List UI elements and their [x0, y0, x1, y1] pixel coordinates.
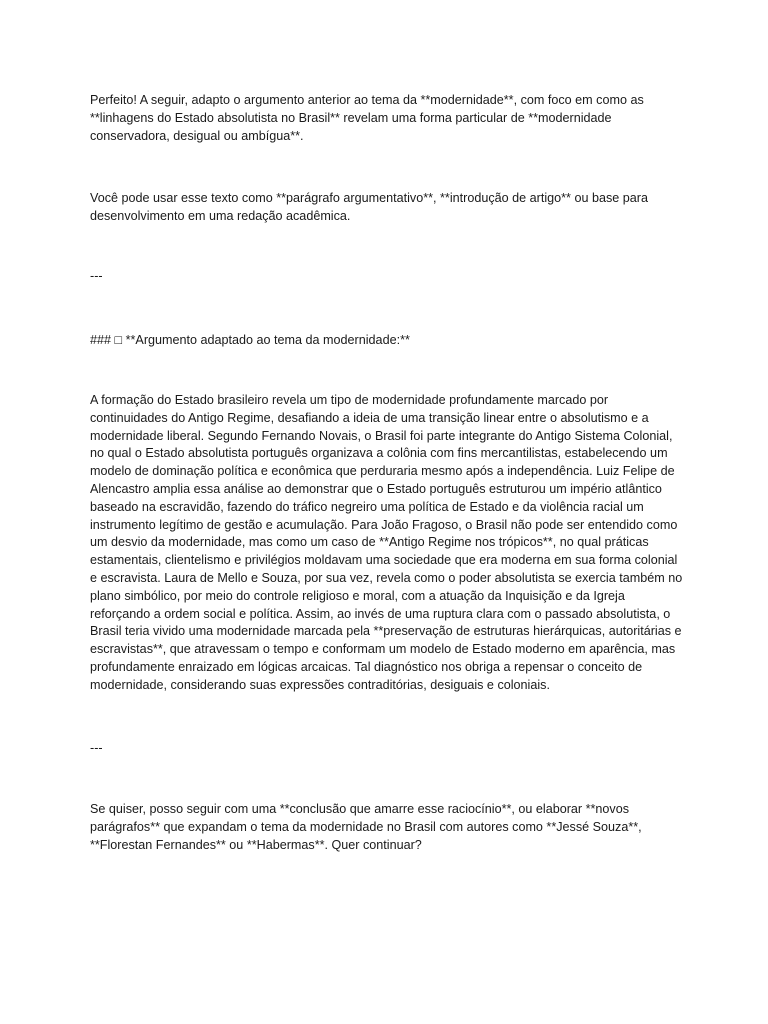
- usage-paragraph: Você pode usar esse texto como **parágrafo argumentativo**, **introdução de artigo** ou base para desenvolvimento em uma redação acadêmica.: [90, 191, 648, 223]
- section-heading: ### □ **Argumento adaptado ao tema da modernidade:**: [90, 333, 410, 347]
- separator-line: ---: [90, 741, 103, 755]
- separator-line: ---: [90, 269, 103, 283]
- intro-paragraph: Perfeito! A seguir, adapto o argumento anterior ao tema da **modernidade**, com foco em como as **linhagens do Estado absolutista no Brasil** revelam uma forma particular de **modernidade conservadora, desigual ou ambígua**.: [90, 93, 644, 143]
- main-argument-paragraph: A formação do Estado brasileiro revela um tipo de modernidade profundamente marcado por continuidades do Antigo Regime, desafiando a ideia de uma transição linear entre o absolutismo e a modernidade liberal. Segundo Fernando Novais, o Brasil foi parte integrante do Antigo Sistema Colonial, no qual o Estado absolutista português organizava a colônia com fins mercantilistas, estabelecendo um modelo de dominação política e econômica que perduraria mesmo após a independência. Luiz Felipe de Alencastro amplia essa análise ao demonstrar que o Estado português estruturou um império atlântico baseado na escravidão, fazendo do tráfico negreiro uma política de Estado e da violência racial um instrumento legítimo de gestão e acumulação. Para João Fragoso, o Brasil não pode ser entendido como um desvio da modernidade, mas como um caso de **Antigo Regime nos trópicos**, no qual práticas estamentais, clientelismo e privilégios moldavam uma sociedade que era moderna em sua forma colonial e escravista. Laura de Mello e Souza, por sua vez, revela como o poder absolutista se exercia também no plano simbólico, por meio do controle religioso e moral, com a atuação da Inquisição e da Igreja reforçando a ordem social e política. Assim, ao invés de uma ruptura clara com o passado absolutista, o Brasil teria vivido uma modernidade marcada pela **preservação de estruturas hierárquicas, autoritárias e escravistas**, que atravessam o tempo e conformam um modelo de Estado moderno em aparência, mas profundamente enraizado em lógicas arcaicas. Tal diagnóstico nos obriga a repensar o conceito de modernidade, considerando suas expressões contraditórias, desiguais e coloniais.: [90, 393, 683, 692]
- closing-paragraph: Se quiser, posso seguir com uma **conclusão que amarre esse raciocínio**, ou elaborar **novos parágrafos** que expandam o tema da modernidade no Brasil com autores como **Jessé Souza**, **Florestan Fernandes** ou **Habermas**. Quer continuar?: [90, 802, 642, 852]
